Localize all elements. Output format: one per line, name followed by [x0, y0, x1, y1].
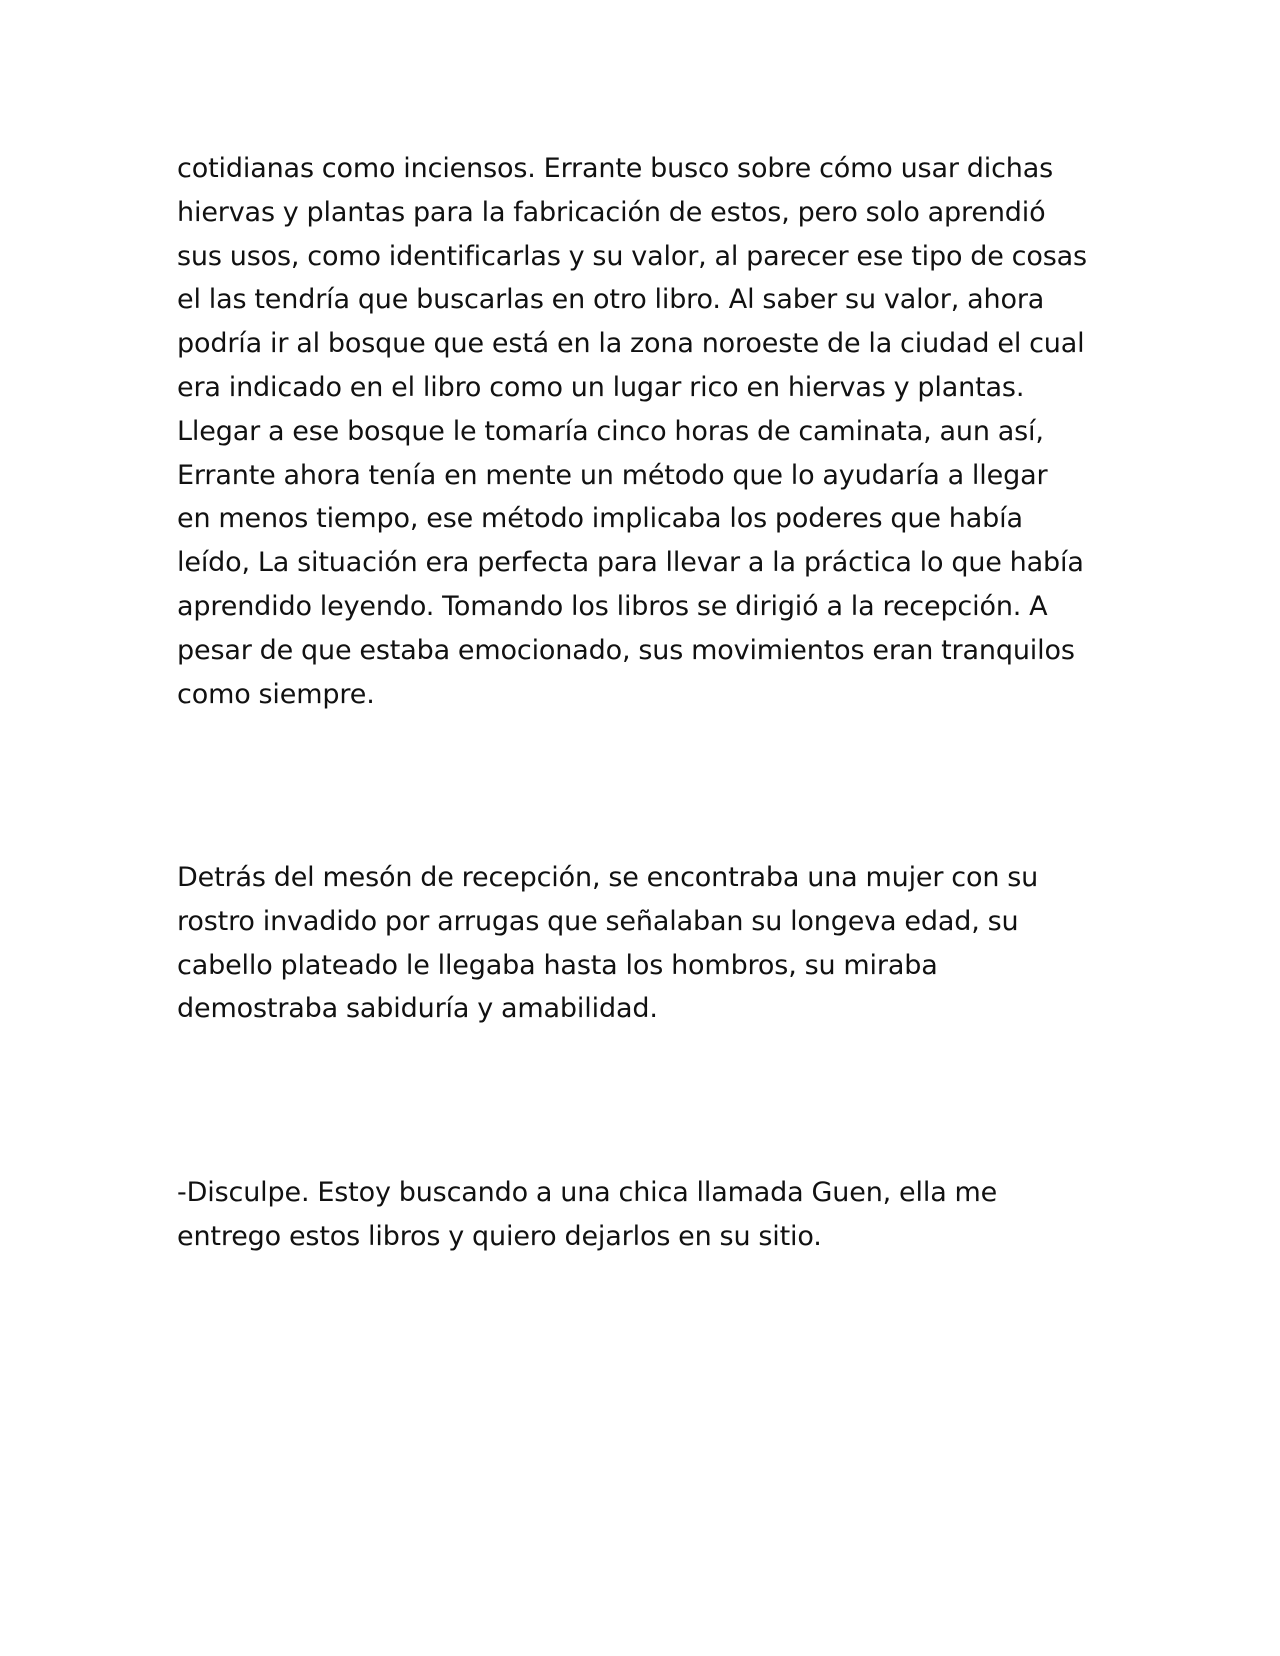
text-line: hiervas y plantas para la fabricación de estos, pero solo aprendió [177, 196, 1046, 228]
text-line: podría ir al bosque que está en la zona noroeste de la ciudad el cual [177, 328, 1085, 360]
text-line: demostraba sabiduría y amabilidad. [177, 993, 658, 1025]
text-line: Detrás del mesón de recepción, se encontraba una mujer con su [177, 862, 1039, 893]
text-line: entrego estos libros y quiero dejarlos en su sitio. [177, 1220, 822, 1252]
paragraph-dialogue [177, 1171, 1107, 1259]
text-line: el las tendría que buscarlas en otro libro. Al saber su valor, ahora [177, 284, 1045, 316]
text-line: rostro invadido por arrugas que señalaban su longeva edad, su [177, 905, 1019, 937]
text-line: -Disculpe. Estoy buscando a una chica llamada Guen, ella me [177, 1177, 998, 1208]
text-line: cabello plateado le llegaba hasta los hombros, su miraba [177, 949, 938, 981]
text-line: en menos tiempo, ese método implicaba los poderes que había [177, 503, 1023, 535]
paragraph-narration-1 [177, 147, 1107, 716]
text-line: como siempre. [177, 678, 375, 710]
text-line: sus usos, como identificarlas y su valor, al parecer ese tipo de cosas [177, 240, 1087, 272]
text-line: cotidianas como inciensos. Errante busco sobre cómo usar dichas [177, 153, 1054, 184]
text-line: aprendido leyendo. Tomando los libros se dirigió a la recepción. A [177, 590, 1048, 622]
text-line: era indicado en el libro como un lugar rico en hiervas y plantas. [177, 371, 1025, 403]
text-line: Errante ahora tenía en mente un método que lo ayudaría a llegar [177, 459, 1048, 491]
paragraph-narration-2 [177, 856, 1107, 1031]
text-line: Llegar a ese bosque le tomaría cinco horas de caminata, aun así, [177, 415, 1044, 447]
text-line: pesar de que estaba emocionado, sus movimientos eran tranquilos [177, 634, 1075, 666]
text-line: leído, La situación era perfecta para llevar a la práctica lo que había [177, 547, 1084, 579]
